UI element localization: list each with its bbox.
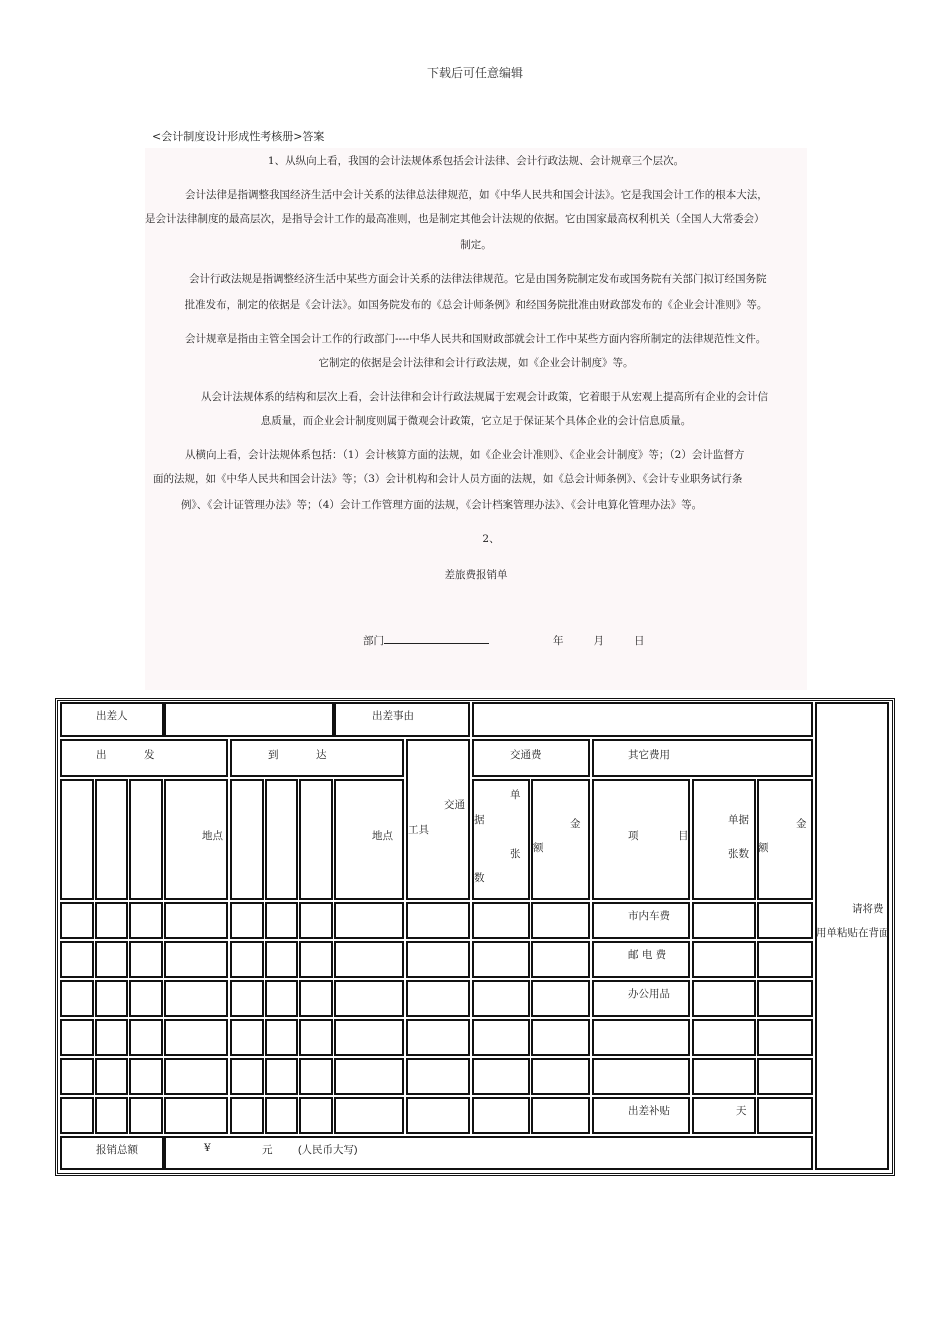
depart-time-header (129, 779, 163, 900)
depart-place-label: 地点 (202, 830, 223, 842)
form-cell-r4-c14[interactable] (757, 1019, 813, 1056)
total-label: 报销总额 (96, 1144, 138, 1156)
paragraph-3a: 会计行政法规是指调整经济生活中某些方面会计关系的法律法律规范。它是由国务院制定发布或国务院有关部门拟订经国务院 (189, 273, 767, 285)
form-cell-r2-c4[interactable] (164, 941, 228, 978)
form-cell-r4-c8[interactable] (334, 1019, 404, 1056)
form-cell-r1-c6[interactable] (265, 902, 298, 939)
paragraph-6c: 例》、《会计证管理办法》等；（4）会计工作管理方面的法规，《会计档案管理办法》、《会计电算化管理办法》等。 (181, 499, 703, 511)
form-cell-r1-c11[interactable] (531, 902, 590, 939)
form-cell-r2-c3[interactable] (129, 941, 163, 978)
form-cell-r6-c3[interactable] (129, 1097, 163, 1134)
form-cell-r3-c4[interactable] (164, 980, 228, 1017)
form-cell-r1-c3[interactable] (129, 902, 163, 939)
dept-date-line (363, 628, 645, 654)
currency-symbol: ¥ (204, 1142, 211, 1154)
yuan-label: 元 (262, 1144, 273, 1156)
form-cell-r3-c8[interactable] (334, 980, 404, 1017)
bill-label-1: 单 (510, 789, 521, 801)
form-cell-r4-c10[interactable] (472, 1019, 530, 1056)
item-label-2: 目 (678, 830, 689, 842)
form-title: 差旅费报销单 (444, 569, 508, 581)
other-bills-header (692, 779, 756, 900)
form-cell-r5-c2[interactable] (95, 1058, 128, 1095)
form-cell-r3-c2[interactable] (95, 980, 128, 1017)
form-cell-r4-c2[interactable] (95, 1019, 128, 1056)
form-cell-r1-c14[interactable] (757, 902, 813, 939)
form-cell-r4-c7[interactable] (299, 1019, 333, 1056)
reason-input[interactable] (472, 702, 813, 737)
arrive-label-2: 达 (316, 749, 327, 761)
bills-label-2: 张数 (728, 848, 749, 860)
form-cell-r5-c13[interactable] (692, 1058, 756, 1095)
form-cell-r1-c4[interactable] (164, 902, 228, 939)
paragraph-3b: 批准发布，制定的依据是《会计法》。如国务院发布的《总会计师条例》和经国务院批准由财政部发布的《企业会计准则》等。 (184, 299, 768, 311)
form-cell-r3-c9[interactable] (406, 980, 470, 1017)
form-cell-r5-c11[interactable] (531, 1058, 590, 1095)
depart-label-2: 发 (144, 749, 155, 761)
other-item-label-2: 邮 电 费 (628, 949, 667, 961)
form-cell-r3-c5[interactable] (230, 980, 264, 1017)
traveler-label: 出差人 (96, 710, 128, 722)
form-cell-r4-c9[interactable] (406, 1019, 470, 1056)
form-cell-r2-c11[interactable] (531, 941, 590, 978)
paragraph-1: 1、从纵向上看，我国的会计法规体系包括会计法律、会计行政法规、会计规章三个层次。 (267, 155, 685, 167)
form-cell-r5-c12 (592, 1058, 690, 1095)
other-fee-header (592, 739, 813, 777)
day-label: 日 (634, 635, 645, 647)
form-cell-r3-c10[interactable] (472, 980, 530, 1017)
transport-tool-header (406, 739, 470, 900)
arrive-place-header (334, 779, 404, 900)
arrive-place-label: 地点 (372, 830, 393, 842)
form-cell-r5-c9[interactable] (406, 1058, 470, 1095)
form-cell-r4-c5[interactable] (230, 1019, 264, 1056)
side-note-1: 请将费 (852, 903, 884, 915)
paragraph-6b: 面的法规，如《中华人民共和国会计法》等；（3）会计机构和会计人员方面的法规，如《总会计师条例》、《会计专业职务试行条 (153, 473, 743, 485)
form-cell-r1-c5[interactable] (230, 902, 264, 939)
form-cell-r2-c9[interactable] (406, 941, 470, 978)
form-cell-r1-c7[interactable] (299, 902, 333, 939)
document-title: <会计制度设计形成性考核册>答案 (152, 130, 325, 143)
form-cell-r5-c6[interactable] (265, 1058, 298, 1095)
form-cell-r5-c1[interactable] (60, 1058, 94, 1095)
dept-label: 部门 (363, 635, 384, 647)
amount2-label-1: 金 (796, 818, 807, 830)
form-cell-r1-c8[interactable] (334, 902, 404, 939)
form-cell-r6-c6[interactable] (265, 1097, 298, 1134)
form-cell-r4-c13[interactable] (692, 1019, 756, 1056)
bill-label-2: 据 (474, 814, 485, 826)
allowance-unit: 天 (736, 1105, 747, 1117)
form-cell-r6-c10[interactable] (472, 1097, 530, 1134)
month-label: 月 (593, 635, 604, 647)
form-cell-r6-c2[interactable] (95, 1097, 128, 1134)
paragraph-6a: 从横向上看，会计法规体系包括：（1）会计核算方面的法规，如《企业会计准则》、《企业会计制度》等；（2）会计监督方 (185, 449, 745, 461)
traveler-input[interactable] (164, 702, 334, 737)
answer-area (145, 148, 807, 690)
arrive-month-header (230, 779, 264, 900)
bill-label-3: 张 (510, 848, 521, 860)
paragraph-5b: 息质量，而企业会计制度则属于微观会计政策，它立足于保证某个具体企业的会计信息质量。 (260, 415, 692, 427)
form-cell-r6-c9[interactable] (406, 1097, 470, 1134)
transport-fee-label: 交通费 (510, 749, 542, 761)
form-cell-r3-c7[interactable] (299, 980, 333, 1017)
form-cell-r2-c13[interactable] (692, 941, 756, 978)
form-cell-r5-c8[interactable] (334, 1058, 404, 1095)
form-cell-r6-c7[interactable] (299, 1097, 333, 1134)
form-cell-r5-c5[interactable] (230, 1058, 264, 1095)
form-cell-r2-c7[interactable] (299, 941, 333, 978)
form-cell-r1-c2[interactable] (95, 902, 128, 939)
paragraph-4b: 它制定的依据是会计法律和会计行政法规，如《企业会计制度》等。 (318, 357, 634, 369)
side-note-2: 用单粘贴在背面 (816, 927, 890, 939)
form-cell-r3-c13[interactable] (692, 980, 756, 1017)
form-cell-r2-c10[interactable] (472, 941, 530, 978)
form-cell-r4-c4[interactable] (164, 1019, 228, 1056)
form-cell-r2-c14[interactable] (757, 941, 813, 978)
form-cell-r5-c3[interactable] (129, 1058, 163, 1095)
year-label: 年 (553, 635, 564, 647)
paragraph-2b: 是会计法律制度的最高层次，是指导会计工作的最高准则，也是制定其他会计法规的依据。它由国家最高权利机关（全国人大常委会） (145, 213, 765, 225)
form-cell-r5-c4[interactable] (164, 1058, 228, 1095)
arrive-time-header (299, 779, 333, 900)
form-cell-r4-c1[interactable] (60, 1019, 94, 1056)
arrive-label-1: 到 (268, 749, 279, 761)
form-cell-r1-c13[interactable] (692, 902, 756, 939)
page-header-text: 下载后可任意编辑 (426, 66, 523, 80)
other-item-label-6: 出差补贴 (628, 1105, 670, 1117)
form-cell-r1-c10[interactable] (472, 902, 530, 939)
form-cell-r2-c8[interactable] (334, 941, 404, 978)
depart-day-header (95, 779, 128, 900)
section-2-number: 2、 (482, 533, 500, 545)
reason-label: 出差事由 (372, 710, 414, 722)
paragraph-2c: 制定。 (460, 239, 492, 251)
form-cell-r6-c8[interactable] (334, 1097, 404, 1134)
form-cell-r6-c11[interactable] (531, 1097, 590, 1134)
form-cell-r4-c12 (592, 1019, 690, 1056)
other-item-label-1: 市内车费 (628, 910, 670, 922)
form-cell-r3-c1[interactable] (60, 980, 94, 1017)
form-cell-r2-c6[interactable] (265, 941, 298, 978)
item-label-1: 项 (628, 830, 639, 842)
other-fee-label: 其它费用 (628, 749, 670, 761)
other-item-label-3: 办公用品 (628, 988, 670, 1000)
transport-tool-label-2: 工具 (408, 824, 429, 836)
form-cell-r4-c3[interactable] (129, 1019, 163, 1056)
bills-label-1: 单据 (728, 814, 749, 826)
depart-label-1: 出 (96, 749, 107, 761)
depart-month-header (60, 779, 94, 900)
form-cell-r4-c11[interactable] (531, 1019, 590, 1056)
form-cell-r2-c1[interactable] (60, 941, 94, 978)
capital-label: (人民币大写) (298, 1144, 358, 1156)
amount2-label-2: 额 (758, 842, 769, 854)
arrive-day-header (265, 779, 298, 900)
form-cell-r6-c1[interactable] (60, 1097, 94, 1134)
form-cell-r5-c14[interactable] (757, 1058, 813, 1095)
form-cell-r3-c11[interactable] (531, 980, 590, 1017)
form-cell-r6-c4[interactable] (164, 1097, 228, 1134)
form-cell-r2-c5[interactable] (230, 941, 264, 978)
amount-label-2: 额 (533, 842, 544, 854)
form-cell-r4-c6[interactable] (265, 1019, 298, 1056)
form-cell-r1-c9[interactable] (406, 902, 470, 939)
transport-tool-label-1: 交通 (444, 799, 465, 811)
dept-blank[interactable] (384, 631, 489, 644)
paragraph-2a: 会计法律是指调整我国经济生活中会计关系的法律总法律规范，如《中华人民共和国会计法》。它是我国会计工作的根本大法， (185, 189, 768, 201)
form-cell-r3-c6[interactable] (265, 980, 298, 1017)
paragraph-5a: 从会计法规体系的结构和层次上看，会计法律和会计行政法规属于宏观会计政策，它着眼于从宏观上提高所有企业的会计信 (201, 391, 768, 403)
form-cell-r6-c5[interactable] (230, 1097, 264, 1134)
form-cell-r3-c3[interactable] (129, 980, 163, 1017)
other-item-header (592, 779, 690, 900)
form-cell-r5-c7[interactable] (299, 1058, 333, 1095)
form-cell-r1-c1[interactable] (60, 902, 94, 939)
form-cell-r5-c10[interactable] (472, 1058, 530, 1095)
form-cell-r2-c2[interactable] (95, 941, 128, 978)
amount-label-1: 金 (570, 818, 581, 830)
bill-label-4: 数 (474, 872, 485, 884)
form-cell-r6-c14[interactable] (757, 1097, 813, 1134)
form-cell-r3-c14[interactable] (757, 980, 813, 1017)
paragraph-4a: 会计规章是指由主管全国会计工作的行政部门----中华人民共和国财政部就会计工作中某些方面内容所制定的法律规范性文件。 (185, 333, 767, 345)
